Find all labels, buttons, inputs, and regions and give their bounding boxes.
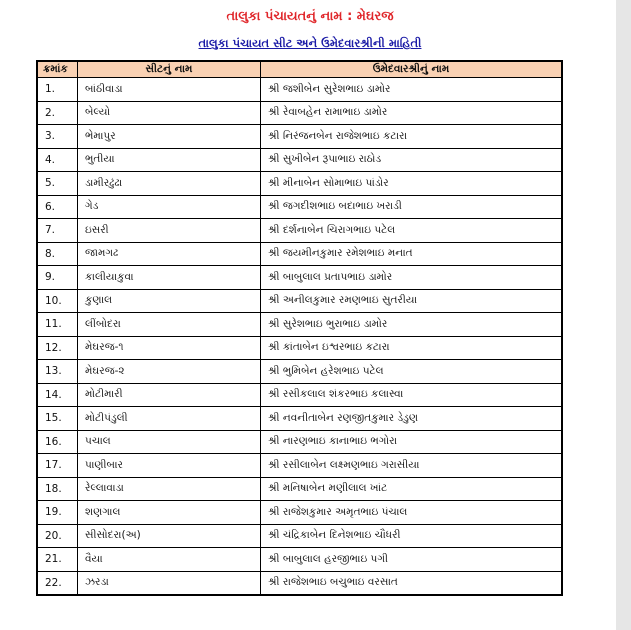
row-seat-name: ભુતીયા xyxy=(78,148,261,172)
table-row xyxy=(37,266,562,290)
row-serial: 16. xyxy=(37,430,78,454)
table-row xyxy=(37,101,562,125)
row-seat-name: વૈયા xyxy=(78,548,261,572)
row-seat-name: મોટીમારી xyxy=(78,383,261,407)
table-row xyxy=(37,477,562,501)
row-seat-name: ભેમાપુર xyxy=(78,125,261,149)
row-serial: 9. xyxy=(37,266,78,290)
row-seat-name: ઇસરી xyxy=(78,219,261,243)
row-seat-name: લીંબોદરા xyxy=(78,313,261,337)
row-candidate-name: શ્રી મનિષાબેન મણીલાલ ખાંટ xyxy=(261,477,563,501)
row-seat-name: રેલ્લાવાડા xyxy=(78,477,261,501)
table-row xyxy=(37,242,562,266)
table-row xyxy=(37,548,562,572)
page-title: તાલુકા પંચાયતનું નામ : મેઘરજ xyxy=(226,9,394,24)
row-seat-name: બેલ્યો xyxy=(78,101,261,125)
row-candidate-name: શ્રી રસીલાબેન લક્ષ્મણભાઇ ગરાસીયા xyxy=(261,454,563,478)
table-row xyxy=(37,383,562,407)
table-row xyxy=(37,454,562,478)
page-subtitle: તાલુકા પંચાયત સીટ અને ઉમેદવારશ્રીની માહિતી xyxy=(198,36,422,50)
row-candidate-name: શ્રી ભુમિબેન હરેશભાઇ પટેલ xyxy=(261,360,563,384)
row-serial: 4. xyxy=(37,148,78,172)
table-row xyxy=(37,172,562,196)
row-serial: 2. xyxy=(37,101,78,125)
table-row xyxy=(37,195,562,219)
row-serial: 1. xyxy=(37,78,78,102)
row-candidate-name: શ્રી સુરેશભાઇ ભુરાભાઇ ડામોર xyxy=(261,313,563,337)
table-row xyxy=(37,219,562,243)
table-row xyxy=(37,313,562,337)
row-serial: 11. xyxy=(37,313,78,337)
row-candidate-name: શ્રી સુખીબેન રૂપાભાઇ રાઠોડ xyxy=(261,148,563,172)
row-seat-name: કુણાલ xyxy=(78,289,261,313)
row-serial: 15. xyxy=(37,407,78,431)
table-header-row xyxy=(37,61,562,78)
column-header-seat: સીટનું નામ xyxy=(78,61,261,78)
row-candidate-name: શ્રી ચંદ્રિકાબેન દિનેશભાઇ ચૌધરી xyxy=(261,524,563,548)
row-seat-name: ડામીરઢુંઢા xyxy=(78,172,261,196)
row-serial: 3. xyxy=(37,125,78,149)
table-row xyxy=(37,571,562,595)
row-seat-name: ઝરડા xyxy=(78,571,261,595)
row-candidate-name: શ્રી જશીબેન સુરેશભાઇ ડામોર xyxy=(261,78,563,102)
row-serial: 7. xyxy=(37,219,78,243)
row-seat-name: જામગઢ xyxy=(78,242,261,266)
row-seat-name: મોટીપંડુલી xyxy=(78,407,261,431)
row-candidate-name: શ્રી બાબુલાલ પ્રતાપભાઇ ડામોર xyxy=(261,266,563,290)
page-margin-strip xyxy=(616,0,631,630)
row-candidate-name: શ્રી જગદીશભાઇ બદાભાઇ ખરાડી xyxy=(261,195,563,219)
table-row xyxy=(37,360,562,384)
table-row xyxy=(37,501,562,525)
row-candidate-name: શ્રી દર્શનાબેન ચિરાગભાઇ પટેલ xyxy=(261,219,563,243)
row-seat-name: કાલીયાકુવા xyxy=(78,266,261,290)
row-seat-name: સીસોદરા(અ) xyxy=(78,524,261,548)
row-seat-name: બાંઠીવાડા xyxy=(78,78,261,102)
table-row xyxy=(37,430,562,454)
row-candidate-name: શ્રી નારણભાઇ કાનાભાઇ ભગોરા xyxy=(261,430,563,454)
row-serial: 22. xyxy=(37,571,78,595)
row-serial: 13. xyxy=(37,360,78,384)
row-serial: 5. xyxy=(37,172,78,196)
row-serial: 14. xyxy=(37,383,78,407)
row-candidate-name: શ્રી મીનાબેન સોમાભાઇ પાંડોર xyxy=(261,172,563,196)
column-header-serial: ક્રમાંક xyxy=(37,61,78,78)
row-serial: 10. xyxy=(37,289,78,313)
table-row xyxy=(37,78,562,102)
row-serial: 17. xyxy=(37,454,78,478)
row-candidate-name: શ્રી રસીકલાલ શંકરભાઇ કલાસ્વા xyxy=(261,383,563,407)
candidates-table xyxy=(36,60,563,596)
row-seat-name: ગેડ xyxy=(78,195,261,219)
row-seat-name: મેઘરજ-૧ xyxy=(78,336,261,360)
row-serial: 18. xyxy=(37,477,78,501)
table-row xyxy=(37,289,562,313)
row-candidate-name: શ્રી નવનીતાબેન રણજીતકુમાર ડેડુણ xyxy=(261,407,563,431)
row-candidate-name: શ્રી નિરંજનબેન રાજેશભાઇ કટારા xyxy=(261,125,563,149)
table-row xyxy=(37,524,562,548)
column-header-candidate: ઉમેદવારશ્રીનું નામ xyxy=(261,61,563,78)
row-candidate-name: શ્રી જયમીનકુમાર રમેશભાઇ મનાત xyxy=(261,242,563,266)
row-serial: 20. xyxy=(37,524,78,548)
row-candidate-name: શ્રી રેવાબહેન રામાભાઇ ડામોર xyxy=(261,101,563,125)
row-serial: 19. xyxy=(37,501,78,525)
table-row xyxy=(37,407,562,431)
row-candidate-name: શ્રી અનીલકુમાર રમણભાઇ સુતરીયા xyxy=(261,289,563,313)
row-serial: 8. xyxy=(37,242,78,266)
row-seat-name: મેઘરજ-૨ xyxy=(78,360,261,384)
row-candidate-name: શ્રી રાજેશકુમાર અમૃતભાઇ પંચાલ xyxy=(261,501,563,525)
row-candidate-name: શ્રી બાબુલાલ હરજીભાઇ પગી xyxy=(261,548,563,572)
row-serial: 12. xyxy=(37,336,78,360)
row-seat-name: પાણીબાર xyxy=(78,454,261,478)
row-seat-name: પચાલ xyxy=(78,430,261,454)
table-row xyxy=(37,125,562,149)
table-row xyxy=(37,336,562,360)
row-seat-name: શણગાલ xyxy=(78,501,261,525)
row-candidate-name: શ્રી કાંતાબેન ઇશ્વરભાઇ કટારા xyxy=(261,336,563,360)
table-row xyxy=(37,148,562,172)
row-candidate-name: શ્રી રાજેશભાઇ બચુભાઇ વરસાત xyxy=(261,571,563,595)
row-serial: 6. xyxy=(37,195,78,219)
row-serial: 21. xyxy=(37,548,78,572)
